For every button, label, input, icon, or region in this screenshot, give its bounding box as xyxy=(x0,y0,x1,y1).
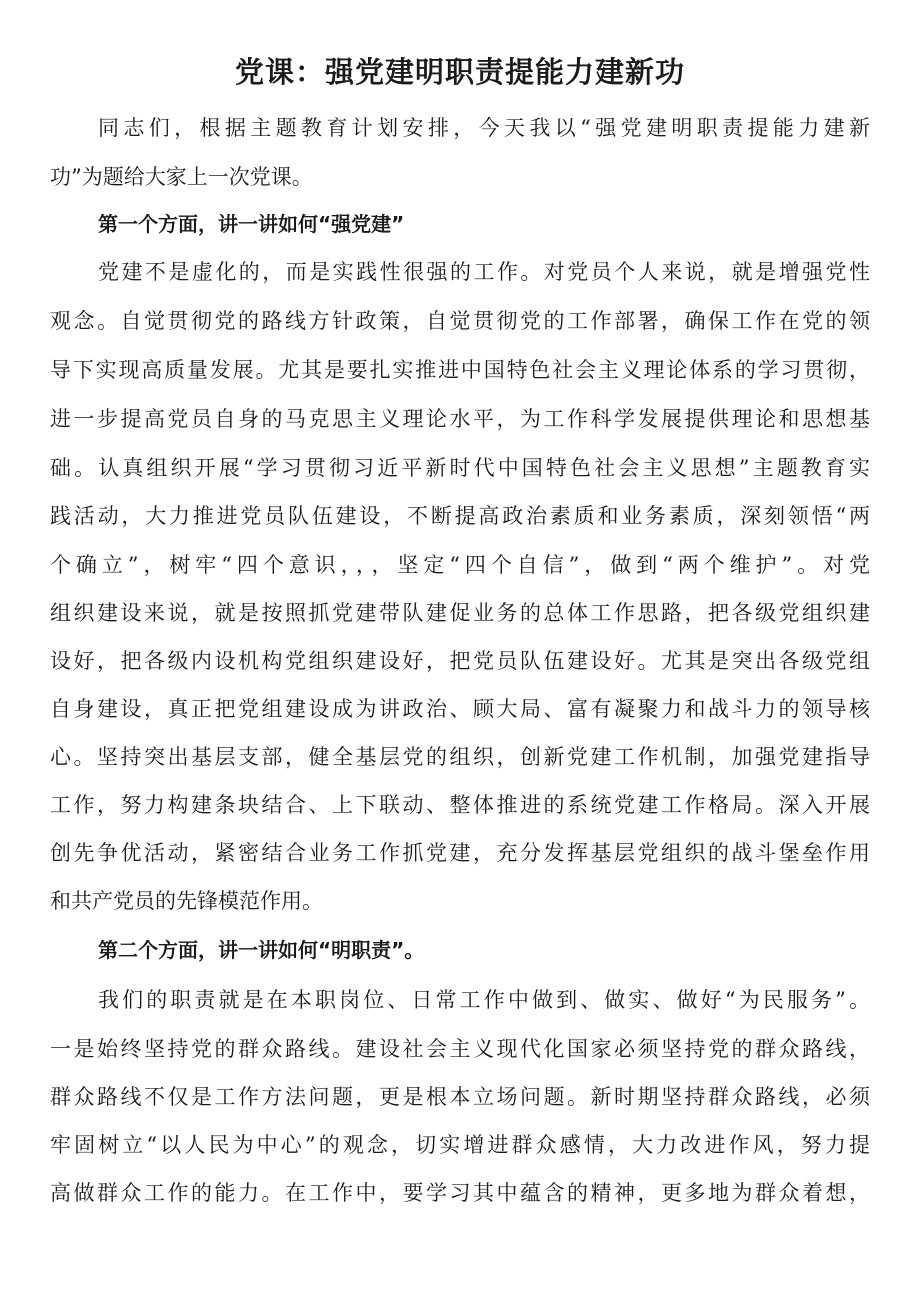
section1-line-6: 践活动，大力推进党员队伍建设，不断提高政治素质和业务素质，深刻领悟“两 xyxy=(50,504,870,528)
section1-line-4: 进一步提高党员自身的马克思主义理论水平，为工作科学发展提供理论和思想基 xyxy=(50,407,870,431)
section2-line-2: 一是始终坚持党的群众路线。建设社会主义现代化国家必须坚持党的群众路线， xyxy=(50,1037,870,1061)
section2-line-3: 群众路线不仅是工作方法问题，更是根本立场问题。新时期坚持群众路线，必须 xyxy=(50,1085,870,1109)
section1-line-8: 组织建设来说，就是按照抓党建带队建促业务的总体工作思路，把各级党组织建 xyxy=(50,601,870,625)
section1-line-12: 工作，努力构建条块结合、上下联动、整体推进的系统党建工作格局。深入开展 xyxy=(50,793,870,817)
section2-line-4: 牢固树立“以人民为中心”的观念，切实增进群众感情，大力改进作风，努力提 xyxy=(50,1133,870,1157)
section1-line-14: 和共产党员的先锋模范作用。 xyxy=(50,889,323,913)
section1-line-9: 设好，把各级内设机构党组织建设好，把党员队伍建设好。尤其是突出各级党组 xyxy=(50,649,870,673)
section1-line-1: 党建不是虚化的，而是实践性很强的工作。对党员个人来说，就是增强党性 xyxy=(98,260,870,284)
document-title: 党课：强党建明职责提能力建新功 xyxy=(234,55,685,89)
section1-line-5: 础。认真组织开展“学习贯彻习近平新时代中国特色社会主义思想”主题教育实 xyxy=(50,456,870,480)
section1-line-3: 导下实现高质量发展。尤其是要扎实推进中国特色社会主义理论体系的学习贯彻， xyxy=(50,358,870,382)
section1-line-7: 个确立”，树牢“四个意识，，，坚定“四个自信”，做到“两个维护”。对党 xyxy=(50,553,870,577)
section1-line-11: 心。坚持突出基层支部，健全基层党的组织，创新党建工作机制，加强党建指导 xyxy=(50,745,870,769)
section1-line-10: 自身建设，真正把党组建设成为讲政治、顾大局、富有凝聚力和战斗力的领导核 xyxy=(50,697,870,721)
section2-line-1: 我们的职责就是在本职岗位、日常工作中做到、做实、做好“为民服务”。 xyxy=(98,988,870,1012)
section1-line-2: 观念。自觉贯彻党的路线方针政策，自觉贯彻党的工作部署，确保工作在党的领 xyxy=(50,309,870,333)
section2-line-5: 高做群众工作的能力。在工作中，要学习其中蕴含的精神，更多地为群众着想， xyxy=(50,1181,870,1205)
intro-line-2: 功”为题给大家上一次党课。 xyxy=(50,165,313,189)
intro-line-1: 同志们，根据主题教育计划安排，今天我以“强党建明职责提能力建新 xyxy=(98,116,870,140)
section1-heading: 第一个方面，讲一讲如何“强党建” xyxy=(98,212,405,236)
section2-heading: 第二个方面，讲一讲如何“明职责”。 xyxy=(98,938,425,962)
section1-line-13: 创先争优活动，紧密结合业务工作抓党建，充分发挥基层党组织的战斗堡垒作用 xyxy=(50,841,870,865)
